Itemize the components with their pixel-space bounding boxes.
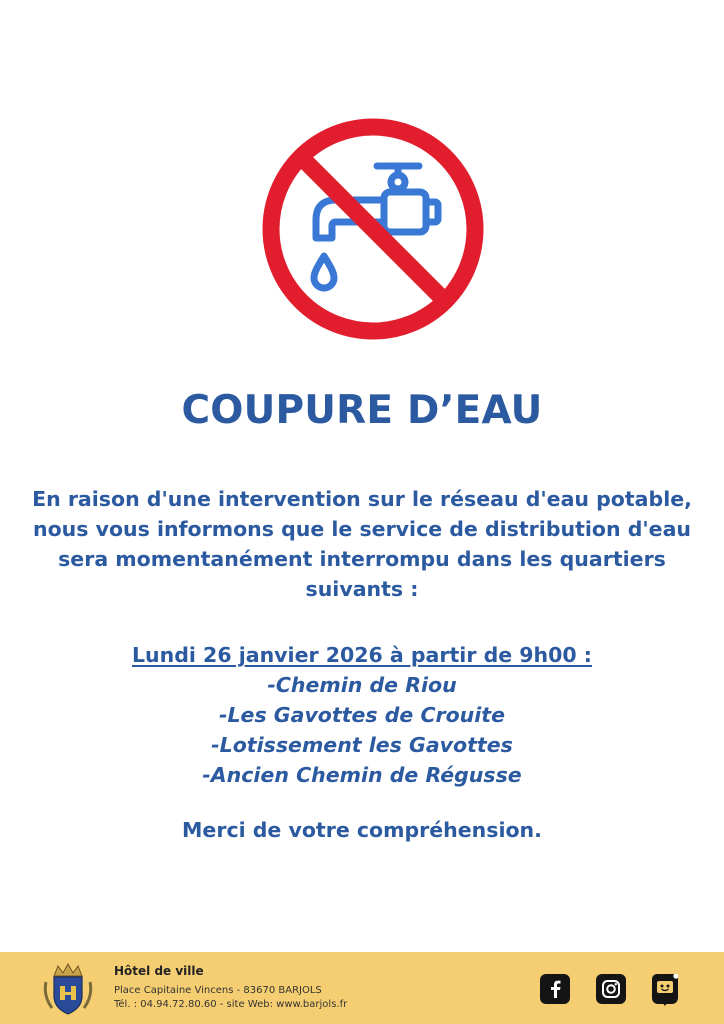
footer (0, 952, 724, 1024)
schedule-block (0, 640, 724, 790)
thanks-message: Merci de votre compréhension. (182, 818, 542, 842)
street-item: -Lotissement les Gavottes (211, 733, 513, 757)
town-crest-logo (42, 962, 94, 1016)
street-item: -Chemin de Riou (267, 673, 457, 697)
footer-address: Place Capitaine Vincens - 83670 BARJOLS (114, 985, 322, 996)
footer-contact: Tél. : 04.94.72.80.60 - site Web: www.barjols.fr (114, 999, 348, 1010)
street-item: -Ancien Chemin de Régusse (202, 763, 522, 787)
facebook-icon[interactable] (540, 974, 570, 1004)
no-water-icon (260, 116, 486, 342)
panneaupocket-icon[interactable] (652, 974, 678, 1004)
footer-title: Hôtel de ville (114, 964, 204, 978)
schedule-date: Lundi 26 janvier 2026 à partir de 9h00 : (131, 643, 593, 667)
instagram-icon[interactable] (596, 974, 626, 1004)
street-item: -Les Gavottes de Crouite (218, 703, 506, 727)
no-water-tap-icon (260, 116, 486, 342)
notice-paragraph: En raison d'une intervention sur le réseau d'eau potable, nous vous informons que le service de distribution d'eau sera momentanément interrompu dans les quartiers suivants : (32, 487, 692, 601)
page-title: COUPURE D’EAU (181, 388, 543, 433)
